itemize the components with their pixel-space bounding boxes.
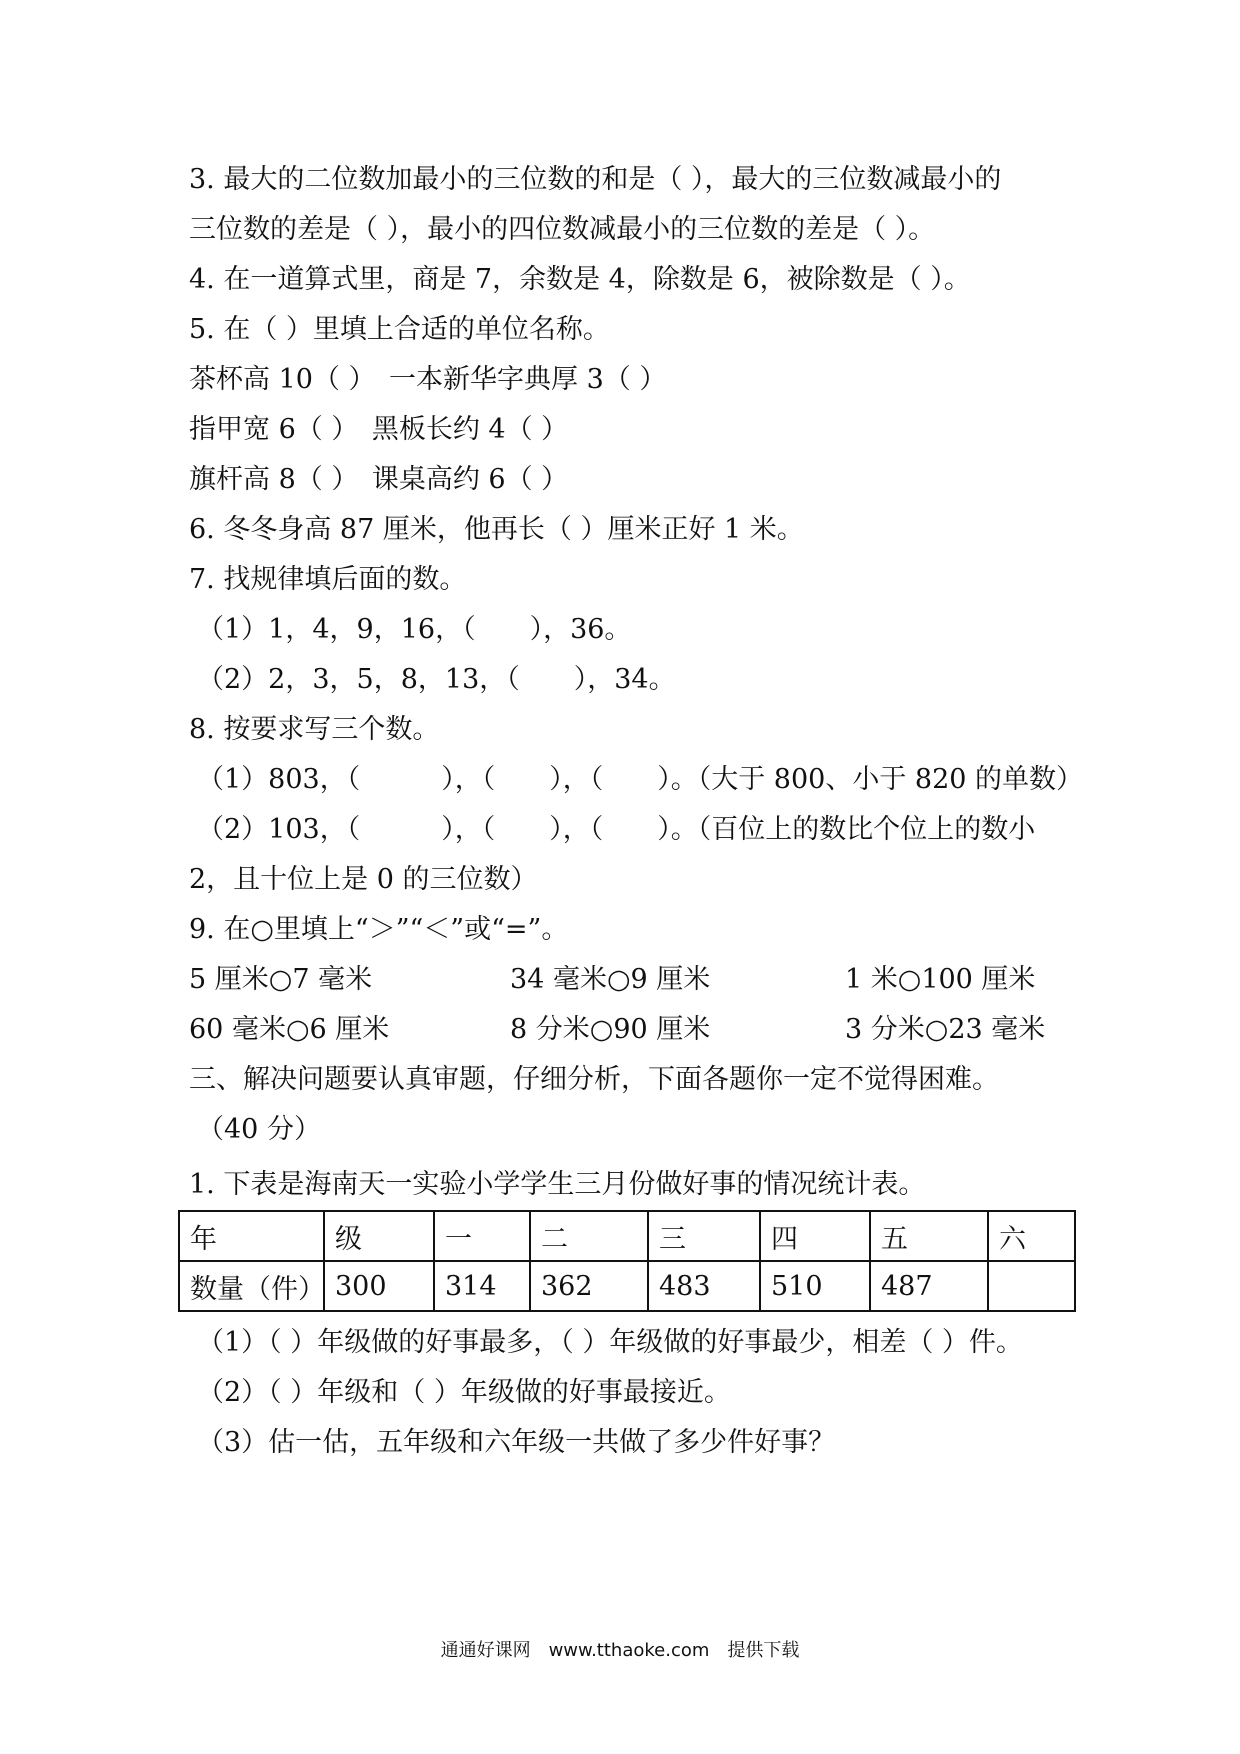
compare-item: 34 毫米○9 厘米 <box>510 964 711 995</box>
table-header-cell: 六 <box>988 1211 1075 1261</box>
table-cell: 300 <box>324 1261 434 1311</box>
section-3-score: （40 分） <box>197 1114 321 1145</box>
q3-line-2: 三位数的差是（ ），最小的四位数减最小的三位数的差是（ ）。 <box>189 214 936 245</box>
table-cell: 362 <box>530 1261 648 1311</box>
footer-download-note: 通通好课网 www.tthaoke.com 提供下载 <box>440 1640 800 1661</box>
q7-part-2: （2）2，3，5，8，13，（ ），34。 <box>197 664 676 695</box>
table-cell: 510 <box>760 1261 870 1311</box>
q6-line: 6. 冬冬身高 87 厘米，他再长（ ）厘米正好 1 米。 <box>189 514 804 545</box>
section-3-q1: 1. 下表是海南天一实验小学学生三月份做好事的情况统计表。 <box>189 1169 926 1200</box>
q4-line: 4. 在一道算式里，商是 7，余数是 4，除数是 6，被除数是（ ）。 <box>189 264 971 295</box>
table-header-cell: 四 <box>760 1211 870 1261</box>
compare-item: 60 毫米○6 厘米 <box>189 1014 390 1045</box>
table-header-cell: 一 <box>434 1211 530 1261</box>
compare-item: 5 厘米○7 毫米 <box>189 964 373 995</box>
table-cell: 483 <box>648 1261 760 1311</box>
table-header-cell: 三 <box>648 1211 760 1261</box>
table-row <box>179 1261 1075 1311</box>
table-cell <box>988 1261 1075 1311</box>
table-row-label: 数量（件） <box>179 1261 324 1311</box>
q3-line-1: 3. 最大的二位数加最小的三位数的和是（ ），最大的三位数减最小的 <box>189 164 1002 195</box>
table-question-2: （2）（ ）年级和（ ）年级做的好事最接近。 <box>197 1377 731 1408</box>
q5-units-row-1: 茶杯高 10（ ） 一本新华字典厚 3（ ） <box>189 364 667 395</box>
table-header-row <box>179 1211 1075 1261</box>
table-header-cell: 级 <box>324 1211 434 1261</box>
table-header-cell: 年 <box>179 1211 324 1261</box>
q7-line: 7. 找规律填后面的数。 <box>189 564 467 595</box>
q8-part-1: （1）803，（ ），（ ），（ ）。（大于 800、小于 820 的单数） <box>197 764 1084 795</box>
q8-line: 8. 按要求写三个数。 <box>189 714 440 745</box>
q5-line: 5. 在（ ）里填上合适的单位名称。 <box>189 314 610 345</box>
q9-line: 9. 在○里填上“＞”“＜”或“=”。 <box>189 914 569 945</box>
table-question-1: （1）（ ）年级做的好事最多，（ ）年级做的好事最少，相差（ ）件。 <box>197 1327 1023 1358</box>
q5-units-row-2: 指甲宽 6（ ） 黑板长约 4（ ） <box>189 414 569 445</box>
table-header-cell: 二 <box>530 1211 648 1261</box>
section-3-heading: 三、解决问题要认真审题，仔细分析，下面各题你一定不觉得困难。 <box>189 1064 999 1095</box>
q7-part-1: （1）1，4，9，16，（ ），36。 <box>197 614 632 645</box>
good-deeds-table <box>178 1210 1076 1312</box>
compare-item: 1 米○100 厘米 <box>845 964 1036 995</box>
q8-part-2: （2）103，（ ），（ ），（ ）。（百位上的数比个位上的数小 <box>197 814 1036 845</box>
table-cell: 314 <box>434 1261 530 1311</box>
compare-item: 8 分米○90 厘米 <box>510 1014 711 1045</box>
table-question-3: （3）估一估，五年级和六年级一共做了多少件好事？ <box>197 1427 836 1458</box>
compare-item: 3 分米○23 毫米 <box>845 1014 1046 1045</box>
q8-part-2-continued: 2，且十位上是 0 的三位数） <box>189 864 538 895</box>
table-header-cell: 五 <box>870 1211 988 1261</box>
q5-units-row-3: 旗杆高 8（ ） 课桌高约 6（ ） <box>189 464 569 495</box>
table-cell: 487 <box>870 1261 988 1311</box>
